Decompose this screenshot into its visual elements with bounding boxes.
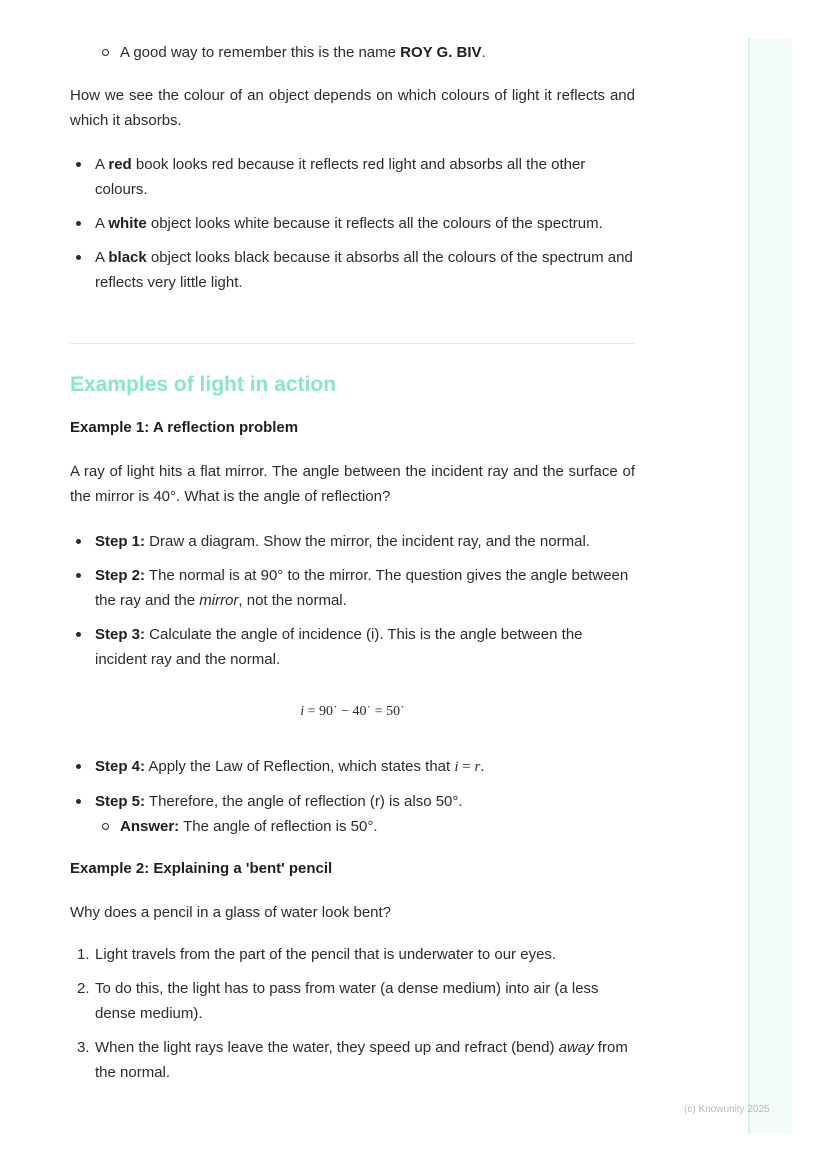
step-item: Step 1: Draw a diagram. Show the mirror, the incident ray, and the normal. bbox=[70, 529, 635, 554]
list-item: 1. Light travels from the part of the pencil that is underwater to our eyes. bbox=[77, 946, 557, 963]
example1-steps bbox=[70, 529, 635, 672]
list-item: A red book looks red because it reflects red light and absorbs all the other colours. bbox=[70, 152, 635, 202]
colour-bullet-list bbox=[70, 152, 635, 295]
answer-item: Answer: The angle of reflection is 50°. bbox=[70, 814, 635, 839]
colour-paragraph: How we see the colour of an object depends on which colours of light it reflects and which it absorbs. bbox=[70, 87, 635, 129]
section-divider bbox=[70, 343, 635, 344]
list-item: 3. When the light rays leave the water, they speed up and refract (bend) away from the normal. bbox=[77, 1039, 628, 1081]
example2-question: Why does a pencil in a glass of water look bent? bbox=[70, 904, 392, 921]
step-item: Step 5: Therefore, the angle of reflection (r) is also 50°. bbox=[70, 789, 635, 814]
incidence-equation: i = 90˙ − 40˙ = 50˙ bbox=[300, 704, 405, 719]
example2-title: Example 2: Explaining a 'bent' pencil bbox=[70, 860, 333, 877]
list-item: A white object looks white because it reflects all the colours of the spectrum. bbox=[70, 211, 635, 236]
copyright-notice: (c) Knowunity 2025 bbox=[684, 1104, 770, 1115]
list-item: A black object looks black because it absorbs all the colours of the spectrum and reflects very little light. bbox=[70, 245, 635, 295]
roy-list-item: A good way to remember this is the name ROY G. BIV. bbox=[70, 40, 635, 65]
list-item: 2. To do this, the light has to pass from water (a dense medium) into air (a less dense medium). bbox=[77, 980, 599, 1022]
example1-question: A ray of light hits a flat mirror. The angle between the incident ray and the surface of the mirror is 40°. What is the angle of reflection? bbox=[70, 463, 635, 505]
example1-steps-continued bbox=[70, 754, 635, 839]
step-item: Step 4: Apply the Law of Reflection, which states that i = r. bbox=[70, 754, 635, 780]
example1-title: Example 1: A reflection problem bbox=[70, 419, 299, 436]
example2-list bbox=[70, 942, 635, 1085]
step-item: Step 2: The normal is at 90° to the mirror. The question gives the angle between the ray and the mirror, not the normal. bbox=[70, 563, 635, 613]
roy-list bbox=[70, 40, 635, 65]
section-heading: Examples of light in action bbox=[70, 373, 337, 396]
page-side-margin bbox=[748, 38, 792, 1134]
step-item: Step 3: Calculate the angle of incidence (i). This is the angle between the incident ray and the normal. bbox=[70, 622, 635, 672]
roy-name: ROY G. BIV bbox=[400, 44, 482, 61]
